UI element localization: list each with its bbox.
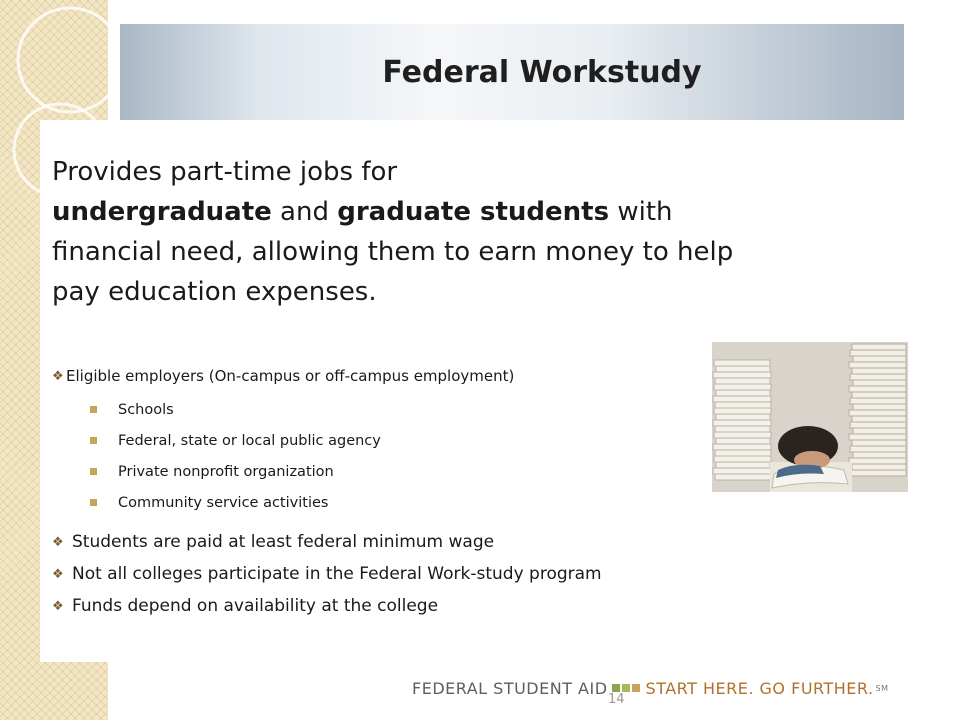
bullet-text: Funds depend on availability at the college <box>72 596 439 616</box>
bullet-funds <box>52 590 712 622</box>
photo-illustration <box>712 342 908 492</box>
bullet-text: Eligible employers (On-campus or off-campus employment) <box>66 367 515 385</box>
sub-bullet-item <box>52 394 712 425</box>
diamond-bullet-icon: ❖ <box>52 598 64 614</box>
square-bullet-icon <box>90 468 97 475</box>
trademark-mark: SM <box>875 683 889 693</box>
square-bullet-icon <box>90 499 97 506</box>
logo-tagline-text: START HERE. GO FURTHER. <box>645 678 874 698</box>
diamond-bullet-icon: ❖ <box>52 368 64 384</box>
sub-bullet-item <box>52 425 712 456</box>
lead-paragraph <box>52 152 752 312</box>
slide-title: Federal Workstudy <box>382 54 702 90</box>
lead-bold-graduate: graduate students <box>337 197 610 227</box>
sub-bullet-list <box>52 394 712 518</box>
sub-bullet-text: Private nonprofit organization <box>118 463 334 480</box>
federal-student-aid-logo <box>412 676 889 700</box>
bullet-text: Students are paid at least federal minimum wage <box>72 532 495 552</box>
lead-bold-undergraduate: undergraduate <box>52 197 272 227</box>
sub-bullet-item <box>52 456 712 487</box>
lead-text-2: and <box>271 197 338 227</box>
sub-bullet-text: Community service activities <box>118 494 329 511</box>
sub-bullet-group <box>52 394 712 518</box>
sub-bullet-text: Schools <box>118 401 174 418</box>
lead-text-1: Provides part-time jobs for <box>52 157 398 187</box>
logo-brand-text: FEDERAL STUDENT AID <box>412 678 608 698</box>
square-bullet-icon <box>90 437 97 444</box>
sub-bullet-text: Federal, state or local public agency <box>118 432 381 449</box>
lead-text-3: with financial need, allowing them to earn money to help pay education expenses. <box>52 197 734 307</box>
bullet-employers <box>52 362 712 390</box>
diamond-bullet-icon: ❖ <box>52 566 64 582</box>
page-number: 14 <box>608 692 625 707</box>
bullet-list <box>52 362 712 622</box>
diamond-bullet-icon: ❖ <box>52 534 64 550</box>
sub-bullet-item <box>52 487 712 518</box>
title-bar <box>120 24 904 120</box>
student-with-paper-stacks-photo <box>712 342 908 492</box>
square-bullet-icon <box>90 406 97 413</box>
bullet-colleges <box>52 558 712 590</box>
bullet-text: Not all colleges participate in the Federal Work-study program <box>72 564 602 584</box>
bullet-wage <box>52 526 712 558</box>
